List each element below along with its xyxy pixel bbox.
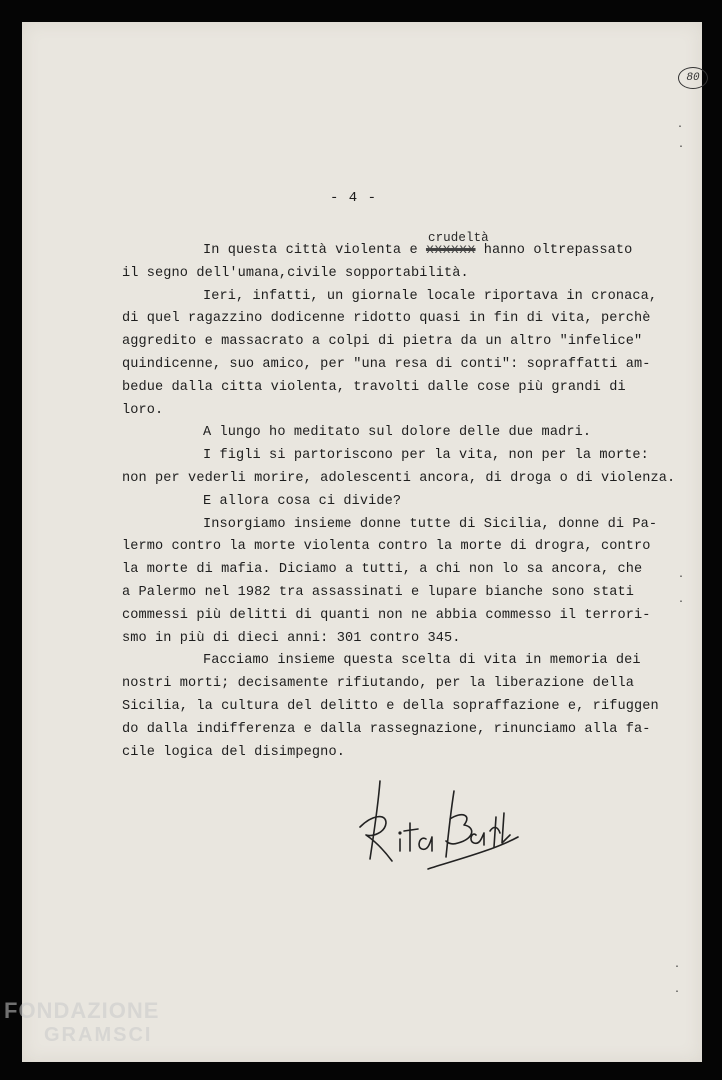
text-line: [122, 491, 682, 514]
text-line: [122, 400, 682, 423]
text-line: [122, 536, 682, 559]
text-line-content: bedue dalla citta violenta, travolti dalle cose più grandi di: [122, 379, 626, 395]
text-line-content: loro.: [122, 402, 164, 418]
text-line-content: lermo contro la morte violenta contro la morte di drogra, contro: [122, 539, 651, 555]
typed-body: [122, 231, 685, 764]
watermark-line2: GRAMSCI: [44, 1024, 153, 1046]
text-line: [122, 696, 682, 719]
text-line: [122, 445, 682, 468]
text-line: [122, 286, 682, 309]
margin-mark: ·: [678, 597, 685, 608]
text-line-content: commessi più delitti di quanti non ne abbia commesso il terrori-: [122, 607, 651, 623]
correction-word: crudeltà: [427, 231, 489, 245]
text-line-content: di quel ragazzino dodicenne ridotto quasi in fin di vita, perchè: [122, 311, 651, 327]
text-line: [122, 263, 682, 286]
text-line: [122, 742, 682, 765]
text-line-content: E allora cosa ci divide?: [203, 493, 402, 509]
text-line-content: Sicilia, la cultura del delitto e della sopraffazione e, rifuggen: [122, 698, 659, 714]
text-line: [122, 628, 682, 651]
text-line: [122, 231, 682, 263]
text-line: [122, 468, 682, 491]
text-line: [122, 673, 682, 696]
text-line-content: la morte di mafia. Diciamo a tutti, a chi non lo sa ancora, che: [122, 562, 643, 578]
text-line: [122, 719, 682, 742]
text-line: [122, 354, 682, 377]
text-line-content: Facciamo insieme questa scelta di vita in memoria dei: [203, 653, 641, 669]
text-line: [122, 559, 685, 583]
archive-number-stamp: 80: [678, 67, 708, 89]
text-line: [122, 605, 682, 628]
text-line-continuation: hanno oltrepassato: [475, 243, 633, 258]
text-line-content: A lungo ho meditato sul dolore delle due madri.: [203, 425, 592, 441]
text-line-content: non per vederli morire, adolescenti ancora, di droga o di violenza.: [122, 470, 676, 486]
margin-mark: ·: [677, 122, 684, 133]
text-line-content: do dalla indifferenza e dalla rassegnazione, rinunciamo alla fa-: [122, 721, 651, 737]
margin-mark: ·: [678, 142, 685, 153]
handwritten-signature: [352, 777, 532, 877]
text-line-content: Ieri, infatti, un giornale locale riportava in cronaca,: [203, 288, 658, 304]
text-line: [122, 422, 682, 445]
margin-mark: ·: [678, 572, 685, 583]
text-line-content: nostri morti; decisamente rifiutando, per la liberazione della: [122, 676, 634, 692]
archive-watermark: [4, 998, 159, 1047]
text-line: [122, 377, 682, 400]
text-line-content: smo in più di dieci anni: 301 contro 345.: [122, 630, 461, 646]
text-line-content: In questa città violenta e: [203, 243, 426, 258]
text-line: [122, 650, 682, 673]
page-number: - 4 -: [330, 190, 378, 206]
watermark-line1: FONDAZIONE: [4, 998, 160, 1023]
text-line-content: I figli si partoriscono per la vita, non per la morte:: [203, 448, 649, 464]
text-line-content: quindicenne, suo amico, per "una resa di conti": sopraffatti am-: [122, 356, 651, 372]
text-line-content: il segno dell'umana,civile sopportabilità.: [122, 265, 469, 281]
margin-mark: ·: [674, 962, 681, 973]
text-line-content: cile logica del disimpegno.: [122, 744, 345, 760]
text-line: [122, 514, 682, 537]
text-line-content: Insorgiamo insieme donne tutte di Sicilia, donne di Pa-: [203, 516, 658, 532]
text-line: [122, 308, 682, 331]
text-line-content: a Palermo nel 1982 tra assassinati e lupare bianche sono stati: [122, 584, 634, 600]
text-line: [122, 331, 682, 354]
struck-out-word: xxxxxx: [425, 243, 476, 258]
document-page: [22, 22, 702, 1062]
text-line-content: aggredito e massacrato a colpi di pietra da un altro "infelice": [122, 334, 643, 350]
handwritten-correction: [425, 231, 489, 263]
margin-mark: ·: [674, 987, 681, 998]
text-line: [122, 582, 682, 605]
